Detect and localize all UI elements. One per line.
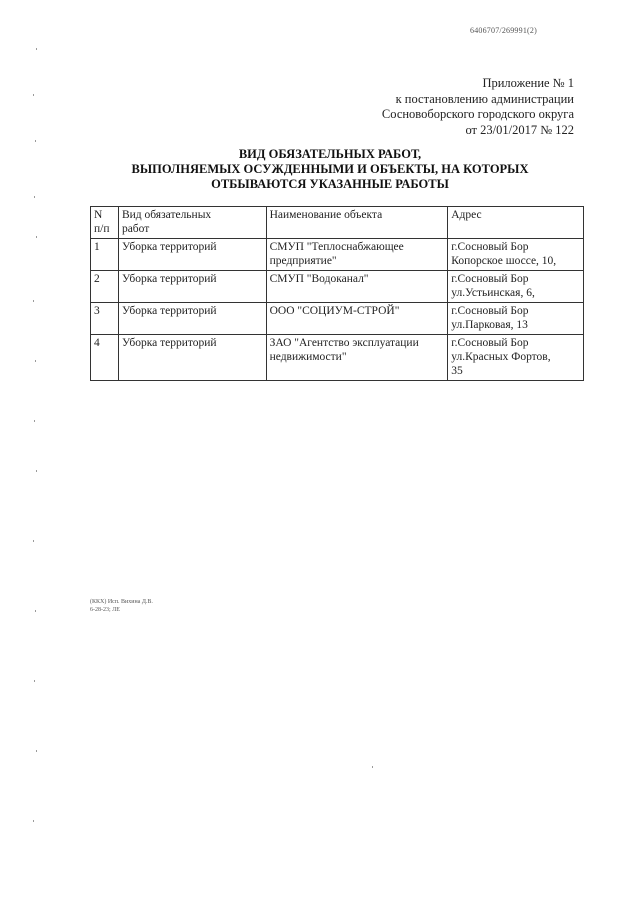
address-line: 35: [451, 365, 463, 377]
document-id: 6406707/269991(2): [470, 26, 537, 35]
row-address: [448, 303, 584, 335]
row-address: [448, 271, 584, 303]
header-work-type: [118, 207, 266, 239]
row-object-name: [266, 335, 448, 381]
row-work-type: Уборка территорий: [118, 303, 266, 335]
header-number: [91, 207, 119, 239]
table-row: [91, 239, 584, 271]
scan-speck: [34, 680, 35, 682]
title-line-2: ВЫПОЛНЯЕМЫХ ОСУЖДЕННЫМИ И ОБЪЕКТЫ, НА КОТОРЫХ: [131, 162, 529, 176]
row-number: 1: [91, 239, 119, 271]
scan-speck: [35, 360, 36, 362]
object-name-line: предприятие": [269, 255, 337, 267]
title-line-1: ВИД ОБЯЗАТЕЛЬНЫХ РАБОТ,: [238, 147, 422, 161]
row-object-name: [266, 303, 448, 335]
address-line: г.Сосновый Бор: [451, 241, 529, 253]
header-number-line-1: N: [94, 209, 103, 221]
row-work-type: Уборка территорий: [118, 239, 266, 271]
row-number: 4: [91, 335, 119, 381]
object-name-line: недвижимости": [269, 351, 347, 363]
appendix-number: Приложение № 1: [482, 76, 574, 90]
scan-speck: [372, 766, 373, 768]
address-line: ул.Красных Фортов,: [451, 351, 551, 363]
address-line: ул.Устьинская, 6,: [451, 287, 535, 299]
works-table: [90, 206, 584, 381]
scan-speck: [36, 236, 37, 238]
scan-speck: [33, 94, 34, 96]
row-object-name: [266, 239, 448, 271]
address-line: г.Сосновый Бор: [451, 305, 529, 317]
appendix-reference: к постановлению администрации: [395, 91, 574, 106]
header-work-type-line-2: работ: [121, 223, 150, 235]
scan-speck: [33, 540, 34, 542]
row-number: 2: [91, 271, 119, 303]
row-address: [448, 239, 584, 271]
scan-speck: [35, 140, 36, 142]
address-line: г.Сосновый Бор: [451, 337, 529, 349]
executor-name: (ККХ) Исп. Вихина Д.В.: [90, 599, 153, 605]
appendix-block: [314, 76, 574, 138]
scan-speck: [36, 470, 37, 472]
row-object-name: [266, 271, 448, 303]
scan-speck: [33, 300, 34, 302]
scan-speck: [34, 420, 35, 422]
scan-speck: [36, 48, 37, 50]
document-title: [80, 147, 580, 192]
scan-speck: [33, 820, 34, 822]
object-name-line: СМУП "Водоканал": [269, 273, 369, 285]
scan-speck: [36, 750, 37, 752]
executor-phone: 6-28-23; ЛЕ: [90, 607, 120, 613]
address-line: Копорское шоссе, 10,: [451, 255, 557, 267]
header-number-line-2: п/п: [94, 223, 110, 235]
header-address: Адрес: [448, 207, 584, 239]
scan-speck: [35, 610, 36, 612]
object-name-line: ЗАО "Агентство эксплуатации: [269, 337, 419, 349]
address-line: г.Сосновый Бор: [451, 273, 529, 285]
table-header-row: [91, 207, 584, 239]
object-name-line: СМУП "Теплоснабжающее: [269, 241, 404, 253]
appendix-authority: Сосновоборского городского округа: [381, 107, 574, 121]
title-line-3: ОТБЫВАЮТСЯ УКАЗАННЫЕ РАБОТЫ: [211, 177, 449, 191]
row-work-type: Уборка территорий: [118, 335, 266, 381]
table-row: [91, 335, 584, 381]
row-work-type: Уборка территорий: [118, 271, 266, 303]
address-line: ул.Парковая, 13: [451, 319, 528, 331]
scan-speck: [34, 196, 35, 198]
table-row: [91, 303, 584, 335]
header-object-name: Наименование объекта: [266, 207, 448, 239]
row-number: 3: [91, 303, 119, 335]
appendix-date-number: от 23/01/2017 № 122: [465, 122, 574, 137]
table-row: [91, 271, 584, 303]
row-address: [448, 335, 584, 381]
header-work-type-line-1: Вид обязательных: [121, 209, 212, 221]
executor-note: [90, 598, 153, 614]
object-name-line: ООО "СОЦИУМ-СТРОЙ": [269, 305, 400, 317]
